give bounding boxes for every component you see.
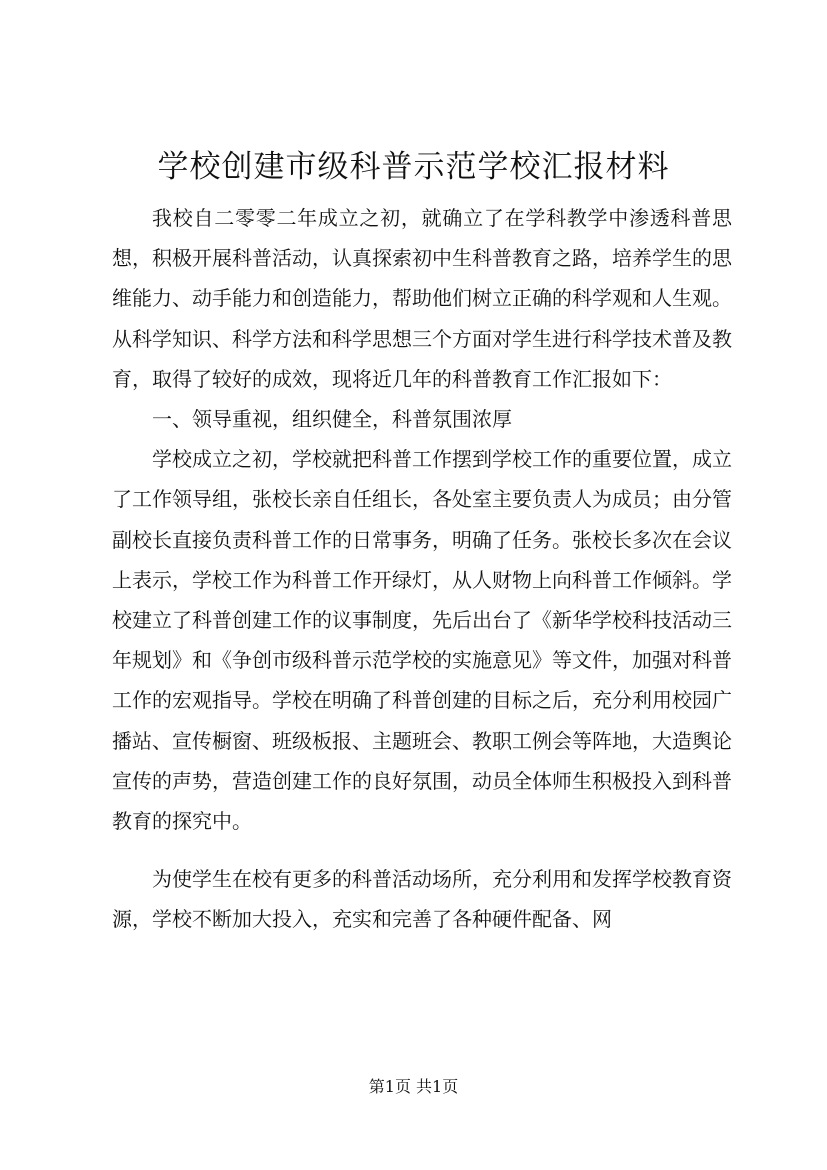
page-footer: 第1页 共1页: [368, 1077, 459, 1096]
document-title: 学校创建市级科普示范学校汇报材料: [157, 149, 670, 185]
paragraph-facilities: 为使学生在校有更多的科普活动场所，充分利用和发挥学校教育资源，学校不断加大投入，充实和完善了各种硬件配备、网: [112, 867, 732, 932]
paragraph-intro: 我校自二零零二年成立之初，就确立了在学科教学中渗透科普思想，积极开展科普活动，认真探索初中生科普教育之路，培养学生的思维能力、动手能力和创造能力，帮助他们树立正确的科学观和人生观。从科学知识、科学方法和科学思想三个方面对学生进行科学技术普及教育，取得了较好的成效，现将近几年的科普教育工作汇报如下：: [112, 206, 732, 391]
section-heading-1: 一、领导重视，组织健全，科普氛围浓厚: [152, 407, 512, 432]
paragraph-leadership: 学校成立之初，学校就把科普工作摆到学校工作的重要位置，成立了工作领导组，张校长亲自任组长，各处室主要负责人为成员；由分管副校长直接负责科普工作的日常事务，明确了任务。张校长多次在会议上表示，学校工作为科普工作开绿灯，从人财物上向科普工作倾斜。学校建立了科普创建工作的议事制度，先后出台了《新华学校科技活动三年规划》和《争创市级科普示范学校的实施意见》等文件，加强对科普工作的宏观指导。学校在明确了科普创建的目标之后，充分利用校园广播站、宣传橱窗、班级板报、主题班会、教职工例会等阵地，大造舆论宣传的声势，营造创建工作的良好氛围，动员全体师生积极投入到科普教育的探究中。: [112, 447, 732, 834]
document-body: [112, 198, 732, 940]
